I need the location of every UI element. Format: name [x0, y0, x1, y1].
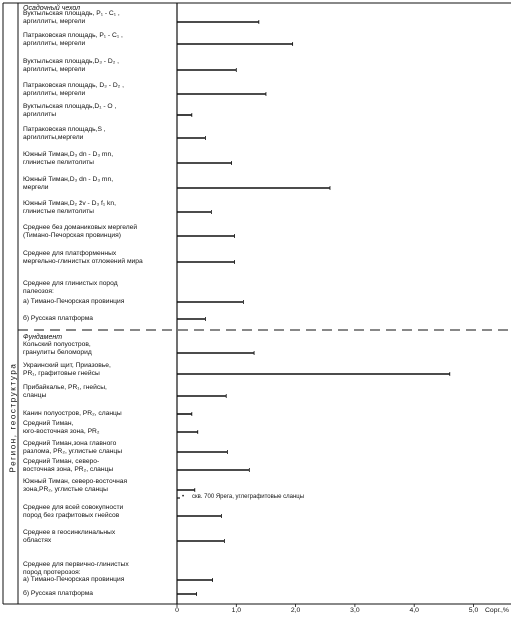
category-label: Прибайкалье, PR₁, гнейсы, сланцы	[23, 384, 107, 399]
category-label: Южный Тиман, северо-восточная зона,PR₂, углистые сланцы	[23, 478, 128, 493]
category-label: а) Тимано-Печорская провинция	[23, 298, 125, 305]
category-label: Канин полуостров, PR₂, сланцы	[23, 410, 122, 417]
category-label: Патраковская площадь, D₃ - D₂ , аргиллиты, мергели	[23, 82, 124, 97]
category-label: б) Русская платформа	[23, 590, 94, 597]
category-label: Среднее без доманиковых мергелей (Тимано-Печорская провинция)	[23, 224, 138, 239]
annotation-marker: •	[182, 494, 185, 500]
chart-bars	[177, 20, 450, 596]
category-label: Южный Тиман,D₃ dn - D₃ mn, глинистые пелитолиты	[23, 151, 114, 166]
x-tick-label: 1,0	[231, 607, 242, 614]
category-label: Средний Тиман, юго-восточная зона, PR₂	[23, 420, 100, 435]
x-axis-label: Сорг.,%	[485, 607, 509, 614]
category-label: Среднее для платформенных мергельно-глинистых отложений мира	[23, 250, 143, 265]
category-label: Украинский щит, Приазовье, PR₁, графитовые гнейсы	[23, 362, 111, 377]
category-label: Среднее для первично-глинистых пород протерозоя:	[23, 561, 129, 576]
category-label: Кольский полуостров, гранулиты беломорид	[23, 341, 92, 356]
category-label: Вуктыльская площадь,D₁ - O , аргиллиты	[23, 103, 117, 118]
category-label: Среднее в геосинклинальных областях	[23, 529, 116, 544]
category-label: Средний Тиман, северо- восточная зона, PR₂, сланцы	[23, 458, 114, 473]
category-label: Патраковская площадь, P₁ - C₁ , аргиллиты, мергели	[23, 32, 123, 47]
x-tick-label: 2,0	[290, 607, 301, 614]
section-title: Осадочный чехол	[23, 5, 81, 12]
x-tick-label: 3,0	[350, 607, 360, 614]
y-axis-label: Регион, геоструктура	[8, 362, 18, 473]
category-label: б) Русская платформа	[23, 315, 94, 322]
category-label: Средний Тиман,зона главного разлома, PR₂, углистые сланцы	[23, 440, 123, 455]
x-tick-label: 4,0	[409, 607, 419, 614]
category-label: Южный Тиман,D₂ žv - D₃ f₁ kn, глинистые пелитолиты	[23, 200, 116, 215]
category-label: Среднее для глинистых пород палеозоя:	[23, 280, 118, 295]
category-label: Вуктыльская площадь,D₃ - D₂ , аргиллиты, мергели	[23, 58, 120, 73]
x-tick-label: 0	[175, 607, 179, 614]
category-label: Южный Тиман,D₃ dn - D₃ mn, мергели	[23, 176, 114, 191]
section-title: Фундамент	[23, 334, 63, 341]
category-label: а) Тимано-Печорская провинция	[23, 576, 125, 583]
category-label: Среднее для всей совокупности пород без графитовых гнейсов	[23, 504, 124, 519]
category-label: Патраковская площадь,S , аргиллиты,мергели	[23, 126, 106, 141]
category-label: Вуктыльская площадь, P₁ - C₁ , аргиллиты, мергели	[23, 10, 120, 25]
bar-annotation: скв. 700 Ярега, углеграфитовые сланцы	[192, 494, 305, 500]
x-tick-label: 5,0	[468, 607, 479, 614]
